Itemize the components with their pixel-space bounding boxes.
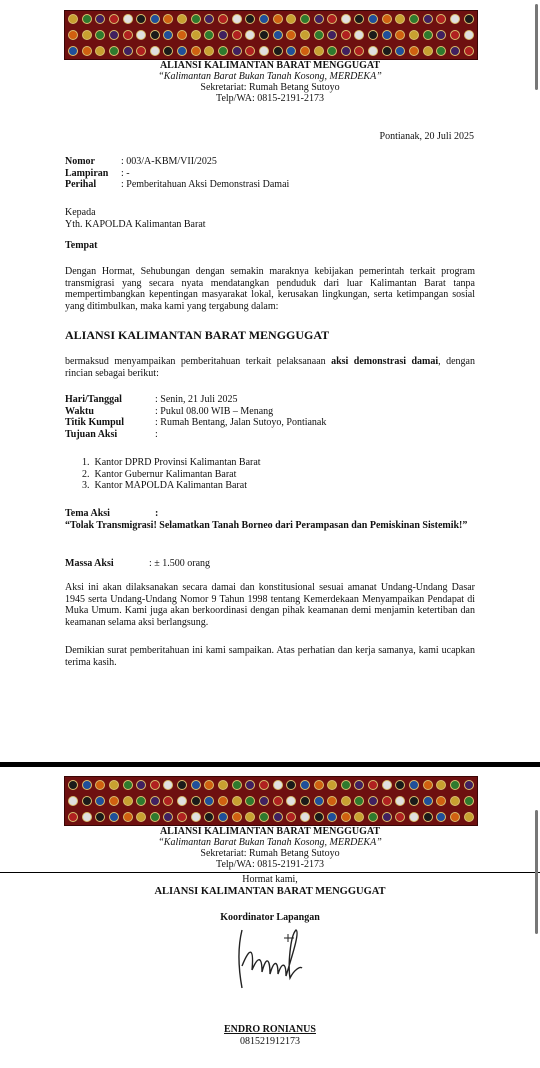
list-item: 3. Kantor MAPOLDA Kalimantan Barat bbox=[82, 480, 247, 491]
emblem-icon bbox=[286, 30, 296, 40]
kepada: Kepada bbox=[65, 207, 96, 218]
hari-value: : Senin, 21 Juli 2025 bbox=[155, 394, 238, 405]
hari-label: Hari/Tanggal bbox=[65, 394, 122, 405]
emblem-icon bbox=[163, 780, 173, 790]
emblem-icon bbox=[273, 30, 283, 40]
emblem-icon bbox=[123, 796, 133, 806]
emblem-icon bbox=[177, 812, 187, 822]
massa-label: Massa Aksi bbox=[65, 558, 114, 569]
emblem-icon bbox=[245, 780, 255, 790]
emblem-icon bbox=[286, 812, 296, 822]
emblem-icon bbox=[464, 812, 474, 822]
emblem-icon bbox=[245, 46, 255, 56]
emblem-icon bbox=[464, 796, 474, 806]
emblem-icon bbox=[204, 46, 214, 56]
perihal-value: : Pemberitahuan Aksi Demonstrasi Damai bbox=[121, 179, 290, 190]
emblem-icon bbox=[150, 812, 160, 822]
emblem-icon bbox=[382, 14, 392, 24]
letter-page-2 bbox=[0, 770, 540, 1068]
lampiran-value: : - bbox=[121, 167, 130, 179]
emblem-icon bbox=[464, 46, 474, 56]
emblem-icon bbox=[109, 780, 119, 790]
tema-colon: : bbox=[155, 508, 159, 519]
emblem-icon bbox=[218, 780, 228, 790]
emblem-icon bbox=[163, 46, 173, 56]
emblem-icon bbox=[123, 780, 133, 790]
emblem-icon bbox=[177, 14, 187, 24]
list-item: 1. Kantor DPRD Provinsi Kalimantan Barat bbox=[82, 457, 261, 468]
emblem-icon bbox=[150, 780, 160, 790]
emblem-icon bbox=[314, 812, 324, 822]
emblem-icon bbox=[368, 796, 378, 806]
nomor-value: : 003/A-KBM/VII/2025 bbox=[121, 156, 217, 167]
emblem-icon bbox=[450, 30, 460, 40]
emblem-icon bbox=[232, 780, 242, 790]
letterhead-secretariat: Sekretariat: Rumah Betang Sutoyo bbox=[200, 848, 340, 859]
emblem-icon bbox=[68, 46, 78, 56]
emblem-icon bbox=[218, 812, 228, 822]
letterhead-secretariat: Sekretariat: Rumah Betang Sutoyo bbox=[200, 82, 340, 93]
emblem-icon bbox=[150, 796, 160, 806]
scrollbar-thumb[interactable] bbox=[535, 4, 538, 90]
emblem-icon bbox=[68, 780, 78, 790]
emblem-icon bbox=[464, 30, 474, 40]
signature-role: Koordinator Lapangan bbox=[220, 912, 320, 923]
emblem-icon bbox=[123, 46, 133, 56]
emblem-icon bbox=[204, 812, 214, 822]
emblem-icon bbox=[150, 46, 160, 56]
emblem-icon bbox=[368, 14, 378, 24]
emblem-banner bbox=[64, 10, 478, 60]
emblem-icon bbox=[286, 46, 296, 56]
emblem-icon bbox=[136, 46, 146, 56]
emblem-icon bbox=[395, 812, 405, 822]
emblem-icon bbox=[327, 14, 337, 24]
emblem-icon bbox=[450, 46, 460, 56]
emblem-icon bbox=[259, 796, 269, 806]
emblem-icon bbox=[327, 46, 337, 56]
emblem-icon bbox=[409, 46, 419, 56]
place-date: Pontianak, 20 Juli 2025 bbox=[379, 131, 474, 142]
emblem-icon bbox=[436, 796, 446, 806]
emblem-icon bbox=[436, 780, 446, 790]
emblem-icon bbox=[464, 780, 474, 790]
emblem-icon bbox=[245, 812, 255, 822]
emblem-icon bbox=[273, 812, 283, 822]
emblem-icon bbox=[204, 14, 214, 24]
emblem-icon bbox=[300, 796, 310, 806]
intent-pre: bermaksud menyampaikan pemberitahuan terkait pelaksanaan bbox=[65, 356, 332, 367]
target-item: Kantor MAPOLDA Kalimantan Barat bbox=[94, 480, 247, 491]
emblem-icon bbox=[423, 14, 433, 24]
emblem-icon bbox=[395, 796, 405, 806]
emblem-icon bbox=[314, 30, 324, 40]
nomor-label: Nomor bbox=[65, 156, 95, 167]
emblem-icon bbox=[286, 796, 296, 806]
titik-value: : Rumah Bentang, Jalan Sutoyo, Pontianak bbox=[155, 417, 327, 428]
emblem-icon bbox=[423, 46, 433, 56]
signatory-name: ENDRO RONIANUS bbox=[224, 1024, 316, 1035]
emblem-icon bbox=[395, 14, 405, 24]
emblem-icon bbox=[341, 780, 351, 790]
emblem-icon bbox=[368, 46, 378, 56]
emblem-icon bbox=[259, 30, 269, 40]
emblem-icon bbox=[259, 812, 269, 822]
emblem-icon bbox=[109, 14, 119, 24]
emblem-row bbox=[68, 12, 474, 26]
emblem-icon bbox=[163, 812, 173, 822]
emblem-icon bbox=[436, 812, 446, 822]
emblem-icon bbox=[82, 30, 92, 40]
emblem-icon bbox=[68, 796, 78, 806]
emblem-icon bbox=[245, 14, 255, 24]
opening-paragraph: Dengan Hormat, Sehubungan dengan semakin maraknya kebijakan pemerintah terkait program transmigrasi yang secara nyata mendatangkan penduduk dari luar Kalimantan Barat tanpa mempertimbangkan kepentingan masyarakat lokal, kerusakan lingkungan, serta ketimpangan sosial yang ditimbulkan, maka kami yang tergabung dalam: bbox=[65, 266, 475, 312]
emblem-icon bbox=[314, 780, 324, 790]
tujuan-label: Tujuan Aksi bbox=[65, 428, 118, 440]
emblem-row bbox=[68, 794, 474, 808]
emblem-icon bbox=[177, 30, 187, 40]
intent-paragraph bbox=[65, 356, 475, 379]
target-item: Kantor DPRD Provinsi Kalimantan Barat bbox=[94, 457, 261, 468]
emblem-icon bbox=[300, 780, 310, 790]
emblem-icon bbox=[436, 30, 446, 40]
header-rule bbox=[0, 872, 540, 873]
emblem-icon bbox=[395, 780, 405, 790]
emblem-row bbox=[68, 28, 474, 42]
emblem-icon bbox=[409, 780, 419, 790]
handwritten-signature bbox=[228, 926, 312, 996]
emblem-icon bbox=[218, 14, 228, 24]
emblem-icon bbox=[436, 14, 446, 24]
emblem-icon bbox=[245, 796, 255, 806]
emblem-icon bbox=[395, 46, 405, 56]
emblem-icon bbox=[82, 796, 92, 806]
emblem-icon bbox=[136, 780, 146, 790]
emblem-icon bbox=[163, 30, 173, 40]
emblem-icon bbox=[382, 30, 392, 40]
emblem-icon bbox=[68, 14, 78, 24]
emblem-icon bbox=[109, 30, 119, 40]
emblem-icon bbox=[382, 46, 392, 56]
emblem-icon bbox=[191, 46, 201, 56]
emblem-icon bbox=[204, 30, 214, 40]
signature-org: ALIANSI KALIMANTAN BARAT MENGGUGAT bbox=[154, 886, 386, 897]
intent-bold: aksi demonstrasi damai bbox=[331, 356, 439, 367]
emblem-icon bbox=[95, 780, 105, 790]
emblem-icon bbox=[82, 780, 92, 790]
tema-value: “Tolak Transmigrasi! Selamatkan Tanah Borneo dari Perampasan dan Pemiskinan Sistemik!” bbox=[65, 519, 468, 531]
emblem-row bbox=[68, 44, 474, 58]
emblem-icon bbox=[95, 30, 105, 40]
emblem-icon bbox=[300, 812, 310, 822]
emblem-icon bbox=[191, 812, 201, 822]
emblem-banner bbox=[64, 776, 478, 826]
emblem-icon bbox=[341, 812, 351, 822]
emblem-icon bbox=[423, 30, 433, 40]
emblem-icon bbox=[204, 796, 214, 806]
emblem-icon bbox=[354, 14, 364, 24]
emblem-icon bbox=[300, 46, 310, 56]
massa bbox=[65, 558, 210, 570]
list-item: 2. Kantor Gubernur Kalimantan Barat bbox=[82, 468, 237, 480]
emblem-icon bbox=[163, 14, 173, 24]
emblem-icon bbox=[423, 780, 433, 790]
emblem-icon bbox=[423, 796, 433, 806]
emblem-icon bbox=[450, 796, 460, 806]
emblem-icon bbox=[136, 14, 146, 24]
emblem-icon bbox=[232, 812, 242, 822]
tempat: Tempat bbox=[65, 240, 98, 251]
emblem-icon bbox=[341, 796, 351, 806]
letterhead-org: ALIANSI KALIMANTAN BARAT MENGGUGAT bbox=[159, 826, 381, 837]
emblem-icon bbox=[218, 30, 228, 40]
intent-post: , dengan rincian sebagai berikut: bbox=[65, 356, 475, 379]
emblem-icon bbox=[82, 812, 92, 822]
emblem-icon bbox=[382, 812, 392, 822]
emblem-row bbox=[68, 810, 474, 824]
emblem-icon bbox=[259, 46, 269, 56]
emblem-icon bbox=[273, 46, 283, 56]
emblem-icon bbox=[450, 14, 460, 24]
regards: Hormat kami, bbox=[242, 874, 298, 885]
emblem-icon bbox=[191, 796, 201, 806]
waktu-label: Waktu bbox=[65, 405, 94, 417]
org-heading: ALIANSI KALIMANTAN BARAT MENGGUGAT bbox=[65, 328, 330, 342]
emblem-icon bbox=[286, 780, 296, 790]
emblem-icon bbox=[150, 14, 160, 24]
massa-value: : ± 1.500 orang bbox=[149, 558, 211, 569]
emblem-icon bbox=[259, 14, 269, 24]
emblem-icon bbox=[327, 30, 337, 40]
emblem-icon bbox=[368, 780, 378, 790]
letter-meta bbox=[65, 156, 465, 191]
emblem-icon bbox=[123, 30, 133, 40]
letterhead bbox=[0, 60, 540, 104]
emblem-icon bbox=[232, 796, 242, 806]
emblem-icon bbox=[136, 30, 146, 40]
emblem-icon bbox=[450, 812, 460, 822]
tujuan-value: : bbox=[155, 428, 158, 440]
letterhead-org: ALIANSI KALIMANTAN BARAT MENGGUGAT bbox=[159, 60, 381, 71]
letterhead-phone: Telp/WA: 0815-2191-2173 bbox=[216, 93, 324, 104]
emblem-row bbox=[68, 778, 474, 792]
emblem-icon bbox=[395, 30, 405, 40]
emblem-icon bbox=[409, 30, 419, 40]
emblem-icon bbox=[218, 46, 228, 56]
emblem-icon bbox=[123, 812, 133, 822]
emblem-icon bbox=[273, 780, 283, 790]
emblem-icon bbox=[464, 14, 474, 24]
waktu-value: : Pukul 08.00 WIB – Menang bbox=[155, 405, 274, 417]
emblem-icon bbox=[354, 780, 364, 790]
emblem-icon bbox=[436, 46, 446, 56]
emblem-icon bbox=[423, 812, 433, 822]
tema-label: Tema Aksi bbox=[65, 508, 110, 519]
details bbox=[65, 394, 465, 440]
emblem-icon bbox=[95, 812, 105, 822]
emblem-icon bbox=[382, 796, 392, 806]
emblem-icon bbox=[314, 46, 324, 56]
emblem-icon bbox=[123, 14, 133, 24]
emblem-icon bbox=[368, 812, 378, 822]
closing-paragraph: Demikian surat pemberitahuan ini kami sampaikan. Atas perhatian dan kerja samanya, kami ucapkan terima kasih. bbox=[65, 645, 475, 668]
emblem-icon bbox=[341, 14, 351, 24]
letterhead-phone: Telp/WA: 0815-2191-2173 bbox=[216, 859, 324, 870]
emblem-icon bbox=[354, 30, 364, 40]
emblem-icon bbox=[409, 812, 419, 822]
emblem-icon bbox=[273, 14, 283, 24]
emblem-icon bbox=[286, 14, 296, 24]
emblem-icon bbox=[163, 796, 173, 806]
emblem-icon bbox=[136, 796, 146, 806]
emblem-icon bbox=[341, 46, 351, 56]
emblem-icon bbox=[191, 780, 201, 790]
titik-label: Titik Kumpul bbox=[65, 417, 125, 428]
emblem-icon bbox=[382, 780, 392, 790]
perihal-label: Perihal bbox=[65, 179, 97, 190]
emblem-icon bbox=[232, 46, 242, 56]
emblem-icon bbox=[95, 14, 105, 24]
emblem-icon bbox=[409, 14, 419, 24]
emblem-icon bbox=[259, 780, 269, 790]
emblem-icon bbox=[95, 46, 105, 56]
emblem-icon bbox=[150, 30, 160, 40]
emblem-icon bbox=[273, 796, 283, 806]
emblem-icon bbox=[109, 46, 119, 56]
emblem-icon bbox=[327, 796, 337, 806]
emblem-icon bbox=[177, 780, 187, 790]
emblem-icon bbox=[204, 780, 214, 790]
law-paragraph: Aksi ini akan dilaksanakan secara damai dan konstitusional sesuai amanat Undang-Undang Dasar 1945 serta Undang-Undang Nomor 9 Tahun 1998 tentang Kemerdekaan Menyampaikan Pendapat di Muka Umum. Kami juga akan berkoordinasi dengan pihak keamanan demi menjamin ketertiban dan keamanan selama aksi berlangsung. bbox=[65, 582, 475, 628]
page-divider bbox=[0, 762, 540, 767]
signatory-phone: 081521912173 bbox=[240, 1036, 300, 1047]
emblem-icon bbox=[300, 14, 310, 24]
emblem-icon bbox=[450, 780, 460, 790]
emblem-icon bbox=[300, 30, 310, 40]
emblem-icon bbox=[354, 796, 364, 806]
emblem-icon bbox=[232, 30, 242, 40]
emblem-icon bbox=[341, 30, 351, 40]
emblem-icon bbox=[232, 14, 242, 24]
emblem-icon bbox=[109, 796, 119, 806]
letterhead-slogan: “Kalimantan Barat Bukan Tanah Kosong, MERDEKA” bbox=[158, 71, 382, 82]
emblem-icon bbox=[68, 812, 78, 822]
emblem-icon bbox=[218, 796, 228, 806]
emblem-icon bbox=[109, 812, 119, 822]
emblem-icon bbox=[95, 796, 105, 806]
emblem-icon bbox=[245, 30, 255, 40]
targets-list bbox=[82, 457, 261, 492]
emblem-icon bbox=[327, 780, 337, 790]
emblem-icon bbox=[314, 796, 324, 806]
emblem-icon bbox=[177, 46, 187, 56]
letterhead-slogan: “Kalimantan Barat Bukan Tanah Kosong, MERDEKA” bbox=[158, 837, 382, 848]
emblem-icon bbox=[327, 812, 337, 822]
theme bbox=[65, 508, 475, 531]
emblem-icon bbox=[191, 14, 201, 24]
emblem-icon bbox=[354, 812, 364, 822]
emblem-icon bbox=[68, 30, 78, 40]
emblem-icon bbox=[82, 14, 92, 24]
target-item: Kantor Gubernur Kalimantan Barat bbox=[94, 468, 237, 480]
emblem-icon bbox=[314, 14, 324, 24]
recipient: Yth. KAPOLDA Kalimantan Barat bbox=[65, 219, 206, 230]
lampiran-label: Lampiran bbox=[65, 167, 109, 179]
emblem-icon bbox=[368, 30, 378, 40]
emblem-icon bbox=[136, 812, 146, 822]
emblem-icon bbox=[177, 796, 187, 806]
emblem-icon bbox=[82, 46, 92, 56]
scrollbar-thumb[interactable] bbox=[535, 810, 538, 934]
letterhead bbox=[0, 826, 540, 870]
emblem-icon bbox=[409, 796, 419, 806]
emblem-icon bbox=[191, 30, 201, 40]
emblem-icon bbox=[354, 46, 364, 56]
